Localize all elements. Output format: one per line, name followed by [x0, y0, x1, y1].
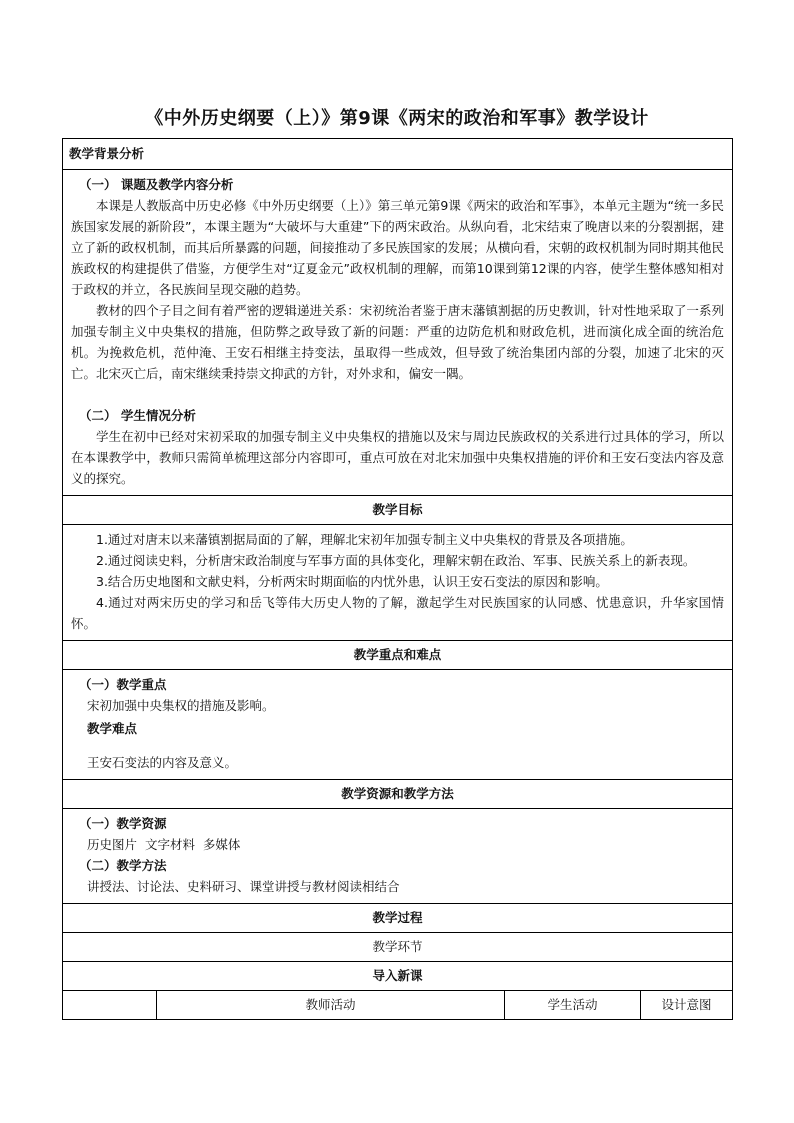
- column-blank: [63, 990, 157, 1019]
- process-heading: 教学过程: [63, 903, 733, 932]
- goal-item: 2.通过阅读史料，分析唐宋政治制度与军事方面的具体变化，理解宋朝在政治、军事、民族关系上的新表现。: [96, 553, 696, 568]
- background-header-row: [63, 139, 733, 170]
- resources-content-row: [63, 808, 733, 903]
- methods-title: （二）教学方法: [79, 857, 167, 873]
- goals-content-row: [63, 525, 733, 641]
- goal-item: 3.结合历史地图和文献史料，分析两宋时期面临的内忧外患，认识王安石变法的原因和影响。: [96, 574, 608, 589]
- resources-content: [63, 808, 733, 903]
- section2-title: （二） 学生情况分析: [79, 408, 196, 423]
- goal-item: 1.通过对唐末以来藩镇割据局面的了解，理解北宋初年加强专制主义中央集权的背景及各项措施。: [96, 532, 633, 547]
- process-link-row: [63, 932, 733, 961]
- process-intro: 导入新课: [63, 961, 733, 990]
- process-header-row: [63, 903, 733, 932]
- focus-text: 宋初加强中央集权的措施及影响。: [87, 698, 275, 713]
- resources-header-row: [63, 779, 733, 808]
- difficulty-title: 教学难点: [87, 721, 138, 736]
- lesson-plan-table: [62, 138, 733, 1020]
- goals-content: [63, 525, 733, 641]
- resources-text: 历史图片 文字材料 多媒体: [87, 836, 241, 852]
- column-design-intent: 设计意图: [641, 990, 733, 1019]
- background-heading: 教学背景分析: [63, 139, 733, 170]
- goals-heading: 教学目标: [63, 496, 733, 525]
- background-content-row: [63, 170, 733, 496]
- focus-title: （一）教学重点: [79, 677, 167, 692]
- resources-title: （一）教学资源: [79, 815, 167, 831]
- process-link: 教学环节: [63, 932, 733, 961]
- keypoints-content: [63, 670, 733, 780]
- section1-paragraph-1: 本课是人教版高中历史必修《中外历史纲要（上）》第三单元第9课《两宋的政治和军事》，本单元主题为“统一多民族国家发展的新阶段”，本课主题为“大破坏与大重建”下的两宋政治。从纵向看，北宋结束了晚唐以来的分裂割据，建立了新的政权机制，而其后所暴露的问题，间接推动了多民族国家的发展；从横向看，宋朝的政权机制为同时期其他民族政权的构建提供了借鉴，方便学生对“辽夏金元”政权机制的理解，而第10课到第12课的内容，使学生整体感知相对于政权的并立，各民族间呈现交融的趋势。: [71, 198, 725, 297]
- section2-paragraph-1: 学生在初中已经对宋初采取的加强专制主义中央集权的措施以及宋与周边民族政权的关系进行过具体的学习，所以在本课教学中，教师只需简单梳理这部分内容即可，重点可放在对北宋加强中央集权措施的评价和王安石变法内容及意义的探究。: [71, 429, 725, 486]
- column-teacher-activity: 教师活动: [157, 990, 505, 1019]
- section1-paragraph-2: 教材的四个子目之间有着严密的逻辑递进关系：宋初统治者鉴于唐末藩镇割据的历史教训，针对性地采取了一系列加强专制主义中央集权的措施，但防弊之政导致了新的问题：严重的边防危机和财政危机，进而演化成全面的统治危机。为挽救危机，范仲淹、王安石相继主持变法，虽取得一些成效，但导致了统治集团内部的分裂，加速了北宋的灭亡。北宋灭亡后，南宋继续秉持崇文抑武的方针，对外求和，偏安一隅。: [71, 303, 725, 381]
- page-title: 《中外历史纲要（上）》第9课《两宋的政治和军事》教学设计: [145, 108, 649, 129]
- process-intro-row: [63, 961, 733, 990]
- keypoints-heading: 教学重点和难点: [63, 641, 733, 670]
- methods-text: 讲授法、讨论法、史料研习、课堂讲授与教材阅读相结合: [87, 878, 400, 894]
- keypoints-content-row: [63, 670, 733, 780]
- difficulty-text: 王安石变法的内容及意义。: [87, 754, 238, 770]
- column-student-activity: 学生活动: [505, 990, 641, 1019]
- resources-heading: 教学资源和教学方法: [63, 779, 733, 808]
- keypoints-header-row: [63, 641, 733, 670]
- process-columns-row: [63, 990, 733, 1019]
- goals-header-row: [63, 496, 733, 525]
- background-content: [63, 170, 733, 496]
- section1-title: （一） 课题及教学内容分析: [79, 177, 234, 192]
- goal-item: 4.通过对两宋历史的学习和岳飞等伟大历史人物的了解，激起学生对民族国家的认同感、忧患意识，升华家国情怀。: [71, 595, 725, 631]
